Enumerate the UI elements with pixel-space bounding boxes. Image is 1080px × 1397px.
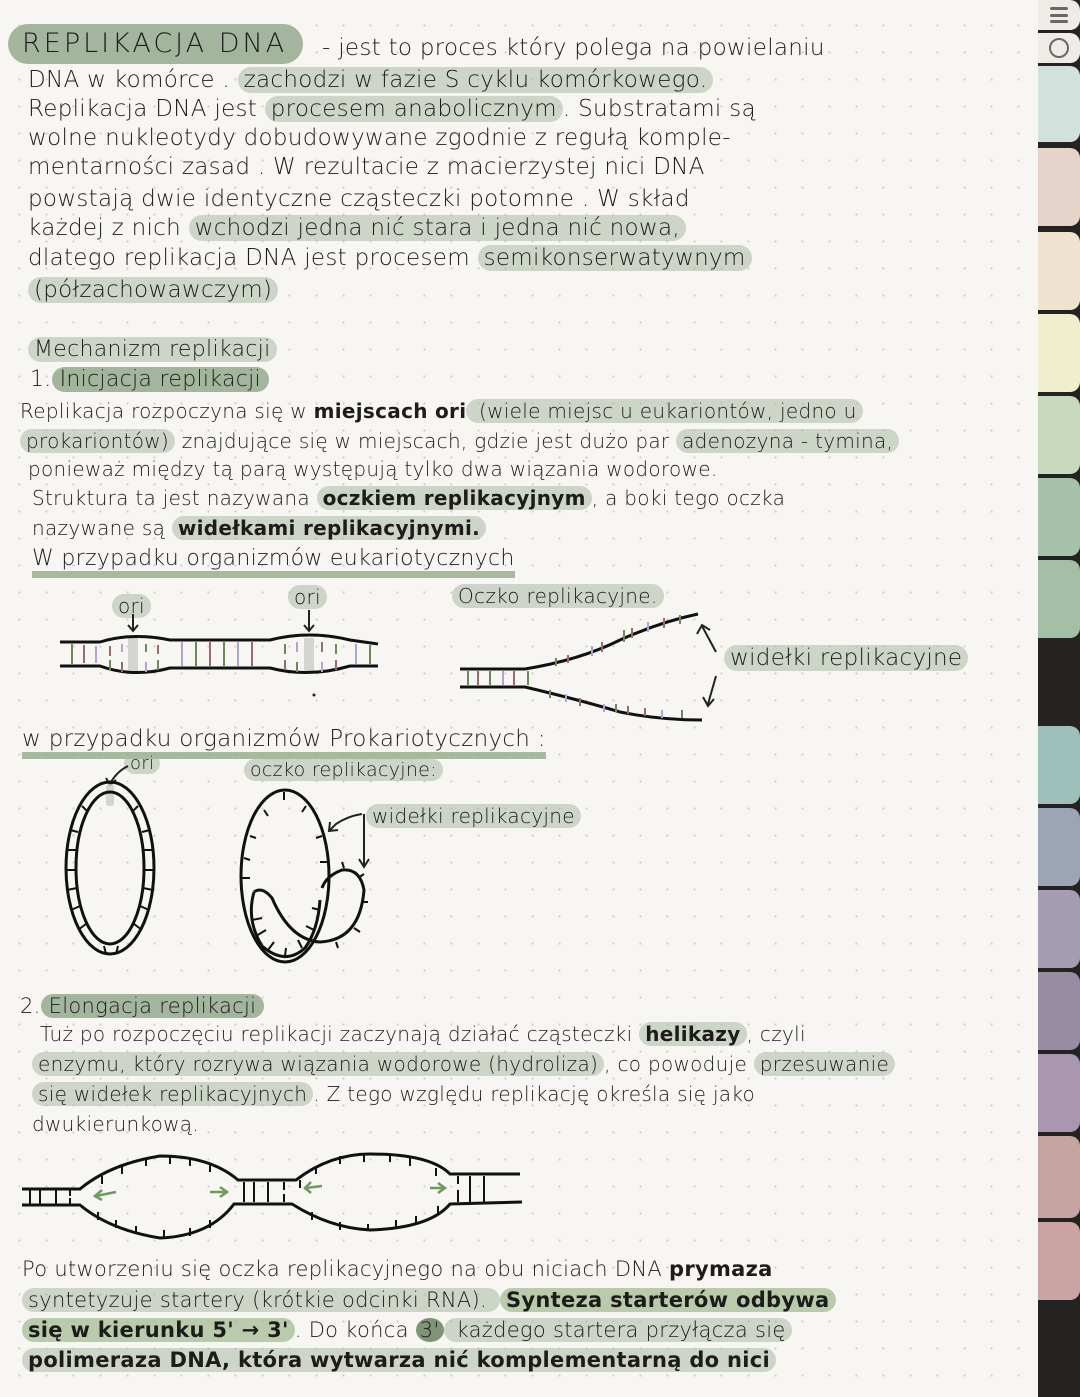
intro-line-4: wolne nukleotydy dobudowywane zgodnie z regułą komple- (28, 125, 731, 151)
init-line-5: nazywane są widełkami replikacyjnymi. (32, 514, 486, 542)
section-tab-10[interactable] (1038, 890, 1080, 968)
intro-line-6: powstają dwie identyczne cząsteczki potomne . W skład (28, 186, 690, 212)
prokaryotic-bubble-label: oczko replikacyjne: (244, 758, 443, 782)
elongation-line-3: się widełek replikacyjnych . Z tego względu replikację określa się jako (32, 1080, 755, 1108)
eukaryotic-dna-diagram (0, 600, 760, 730)
prokaryotic-forks-label: widełki replikacyjne (366, 804, 581, 828)
intro-line-3: Replikacja DNA jest procesem anabolicznym . Substratami są (28, 96, 756, 122)
intro-line-7: każdej z nich wchodzi jedna nić stara i jedna nić nowa, (28, 214, 686, 242)
section-tab-9[interactable] (1038, 808, 1080, 886)
intro-line-9: (półzachowawczym) (28, 276, 278, 304)
section-tab-13[interactable] (1038, 1136, 1080, 1218)
init-line-1: Replikacja rozpoczyna się w miejscach ori (wiele miejsc u eukariontów, jedno u (20, 397, 863, 425)
title-highlight: REPLIKACJA DNA (8, 24, 303, 64)
section-2-heading: 2. Elongacja replikacji (20, 992, 264, 1020)
circle-icon (1049, 38, 1069, 58)
prokaryotic-heading: w przypadku organizmów Prokariotycznych : (22, 725, 546, 753)
init-line-4: Struktura ta jest nazywana oczkiem replikacyjnym , a boki tego oczka (32, 486, 786, 510)
note-title (8, 24, 303, 64)
ori-label-1: ori (112, 594, 151, 618)
primase-line-4: polimeraza DNA, która wytwarza nić komplementarną do nici (22, 1346, 776, 1374)
bidirectional-replication-diagram (0, 1140, 600, 1250)
hamburger-menu-icon (1050, 7, 1068, 23)
replication-bubble-label: Oczko replikacyjne. (452, 584, 664, 608)
section-tab-14[interactable] (1038, 1222, 1080, 1300)
section-tab-7[interactable] (1038, 560, 1080, 638)
section-tab-3[interactable] (1038, 232, 1080, 310)
prokaryotic-dna-diagram (0, 770, 420, 970)
section-tab-6[interactable] (1038, 478, 1080, 556)
init-line-3: ponieważ między tą parą występują tylko dwa wiązania wodorowe. (28, 457, 718, 481)
section-tab-2[interactable] (1038, 148, 1080, 226)
primase-line-3: się w kierunku 5' → 3' . Do końca 3' każdego startera przyłącza się (22, 1316, 792, 1344)
mechanism-heading: Mechanizm replikacji (28, 336, 277, 364)
notebook-sidebar (1038, 0, 1080, 1397)
intro-line-2: DNA w komórce . zachodzi w fazie S cyklu komórkowego. (28, 66, 713, 94)
section-tab-11[interactable] (1038, 972, 1080, 1050)
ori-label-2: ori (288, 585, 327, 609)
elongation-line-2: enzymu, który rozrywa wiązania wodorowe (hydroliza) , co powoduje przesuwanie (32, 1050, 895, 1078)
circle-button[interactable] (1038, 33, 1080, 63)
prokaryotic-ori-label: ori (124, 752, 160, 776)
elongation-line-4: dwukierunkową. (32, 1112, 200, 1136)
elongation-line-1: Tuż po rozpoczęciu replikacji zaczynają działać cząsteczki helikazy , czyli (40, 1022, 806, 1046)
menu-button[interactable] (1038, 0, 1080, 30)
section-tab-1[interactable] (1038, 66, 1080, 142)
section-tab-5[interactable] (1038, 396, 1080, 474)
intro-line-5: mentarności zasad . W rezultacie z macierzystej nici DNA (28, 154, 705, 180)
section-tab-4[interactable] (1038, 314, 1080, 392)
section-tab-8[interactable] (1038, 726, 1080, 804)
eukaryotic-heading: W przypadku organizmów eukariotycznych (32, 545, 515, 573)
intro-line-8: dlatego replikacja DNA jest procesem semikonserwatywnym (28, 244, 752, 272)
section-1-heading: 1. Inicjacja replikacji (30, 366, 269, 394)
init-line-2: prokariontów) znajdujące się w miejscach, gdzie jest dużo par adenozyna - tymina, (20, 427, 899, 455)
intro-line-1: - jest to proces który polega na powielaniu (322, 35, 825, 61)
section-tab-12[interactable] (1038, 1054, 1080, 1132)
primase-line-1: Po utworzeniu się oczka replikacyjnego na obu niciach DNA prymaza (22, 1257, 773, 1281)
replication-forks-label: widełki replikacyjne (724, 646, 968, 670)
primase-line-2: syntetyzuje startery (krótkie odcinki RNA). Synteza starterów odbywa (22, 1286, 836, 1314)
